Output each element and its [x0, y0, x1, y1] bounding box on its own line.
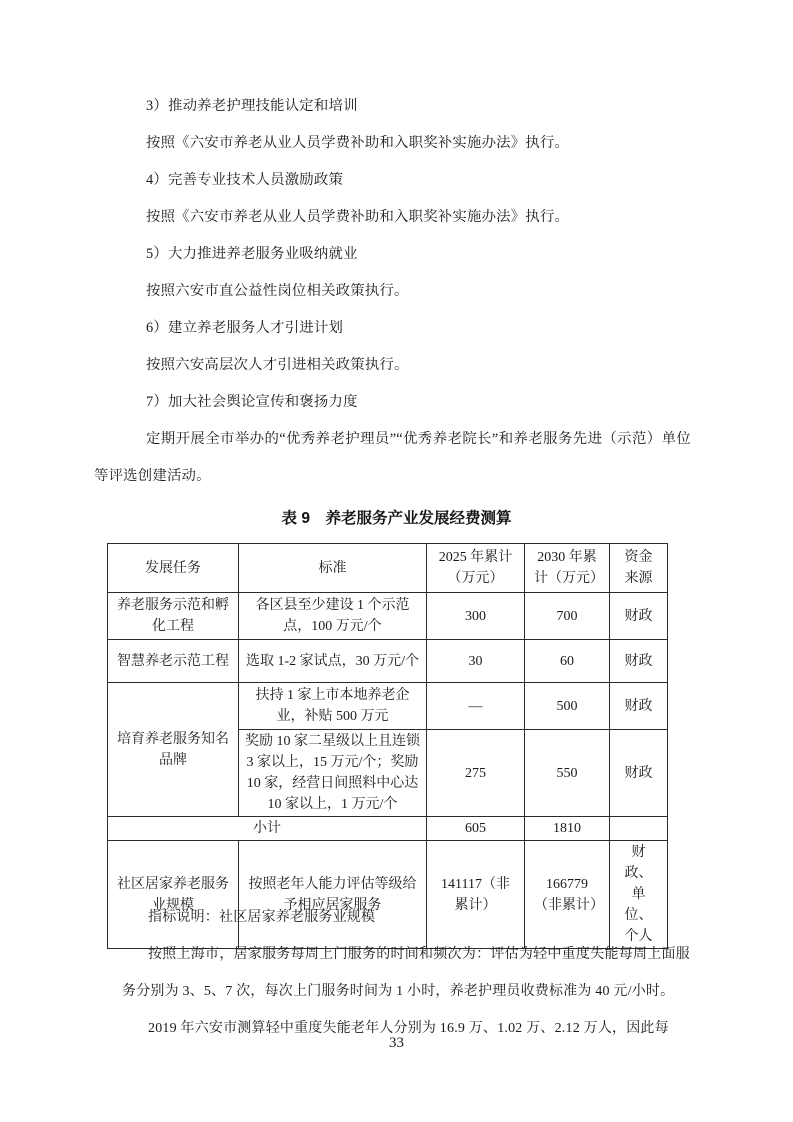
paragraph: 按照六安市直公益性岗位相关政策执行。 [146, 283, 409, 299]
paragraph: 定期开展全市举办的“优秀养老护理员”“优秀养老院长”和养老服务先进（示范）单位等评选创建活动。 [94, 431, 691, 484]
list-item-5: 5）大力推进养老服务业吸纳就业 [146, 246, 358, 262]
body-text [94, 88, 691, 495]
subtotal-2030: 1810 [525, 817, 610, 841]
cell-2030: 700 [525, 593, 610, 640]
note-paragraph: 2019 年六安市测算轻中重度失能老年人分别为 16.9 万、1.02 万、2.12 万人，因此每 [148, 1021, 669, 1036]
note-paragraph: 按照上海市，居家服务每周上门服务的时间和频次为：评估为轻中重度失能每周上面服务分别为 3、5、7 次，每次上门服务时间为 1 小时，养老护理员收费标准为 40 元/小时。 [122, 947, 690, 999]
cell-source: 财政 [610, 730, 668, 817]
column-header-2030: 2030 年累计（万元） [525, 544, 610, 593]
cell-2025: — [427, 683, 525, 730]
cell-task: 社区居家养老服务业规模 [108, 841, 239, 949]
subtotal-label: 小计 [108, 817, 427, 841]
cell-2030: 60 [525, 640, 610, 683]
subtotal-row [108, 817, 668, 841]
cell-2030: 550 [525, 730, 610, 817]
cell-2025: 141117（非累计） [427, 841, 525, 949]
list-item-7: 7）加大社会舆论宣传和褒扬力度 [146, 394, 358, 410]
cell-2025: 275 [427, 730, 525, 817]
cell-standard: 各区县至少建设 1 个示范点，100 万元/个 [239, 593, 427, 640]
cell-source: 财政 [610, 640, 668, 683]
table-header-row [108, 544, 668, 593]
paragraph: 按照《六安市养老从业人员学费补助和入职奖补实施办法》执行。 [146, 135, 570, 151]
cell-standard: 按照老年人能力评估等级给予相应居家服务 [239, 841, 427, 949]
cell-2025: 300 [427, 593, 525, 640]
list-item-3: 3）推动养老护理技能认定和培训 [146, 98, 358, 114]
page-number: 33 [389, 1035, 404, 1051]
cell-standard: 选取 1-2 家试点，30 万元/个 [239, 640, 427, 683]
notes-section [122, 899, 690, 1047]
cell-source: 财政、单位、个人 [610, 841, 668, 949]
subtotal-source [610, 817, 668, 841]
cell-source: 财政 [610, 593, 668, 640]
cell-2025: 30 [427, 640, 525, 683]
cell-standard: 奖励 10 家二星级以上且连锁 3 家以上，15 万元/个；奖励 10 家，经营日间照料中心达 10 家以上，1 万元/个 [239, 730, 427, 817]
column-header-standard: 标准 [239, 544, 427, 593]
table-row [108, 640, 668, 683]
cell-task: 培育养老服务知名品牌 [108, 683, 239, 817]
column-header-source: 资金来源 [610, 544, 668, 593]
list-item-4: 4）完善专业技术人员激励政策 [146, 172, 344, 188]
table-row [108, 593, 668, 640]
column-header-task: 发展任务 [108, 544, 239, 593]
paragraph: 按照《六安市养老从业人员学费补助和入职奖补实施办法》执行。 [146, 209, 570, 225]
cell-2030: 166779（非累计） [525, 841, 610, 949]
cell-task: 养老服务示范和孵化工程 [108, 593, 239, 640]
cell-2030: 500 [525, 683, 610, 730]
column-header-2025: 2025 年累计（万元） [427, 544, 525, 593]
list-item-6: 6）建立养老服务人才引进计划 [146, 320, 344, 336]
cell-standard: 扶持 1 家上市本地养老企业，补贴 500 万元 [239, 683, 427, 730]
paragraph: 按照六安高层次人才引进相关政策执行。 [146, 357, 409, 373]
budget-table [107, 543, 668, 949]
table-title: 表 9 养老服务产业发展经费测算 [281, 510, 512, 527]
cell-source: 财政 [610, 683, 668, 730]
subtotal-2025: 605 [427, 817, 525, 841]
cell-task: 智慧养老示范工程 [108, 640, 239, 683]
table-row [108, 683, 668, 730]
note-indicator-label: 指标说明：社区居家养老服务业规模 [148, 910, 376, 925]
